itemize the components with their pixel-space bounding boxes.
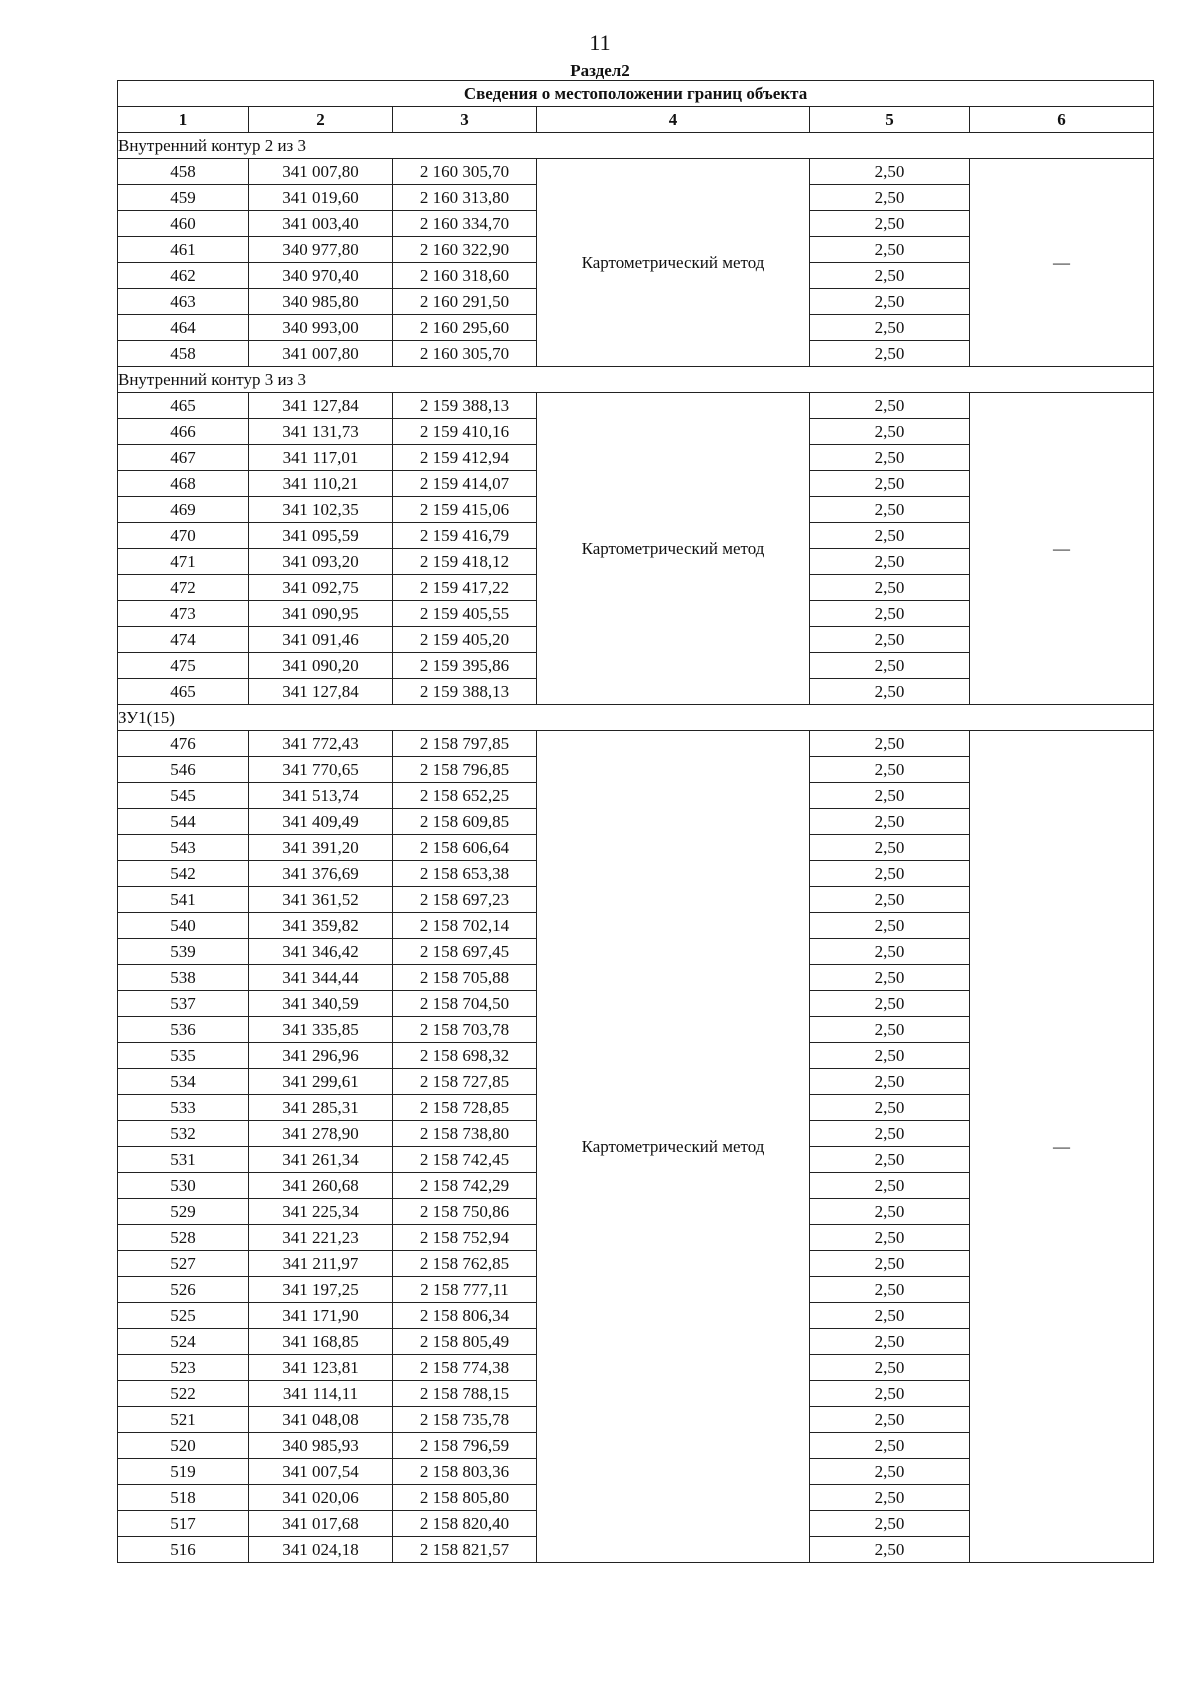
y-coordinate: 2 158 797,85 [393,731,537,757]
accuracy-value: 2,50 [810,1355,970,1381]
y-coordinate: 2 158 805,80 [393,1485,537,1511]
y-coordinate: 2 158 727,85 [393,1069,537,1095]
point-number: 463 [118,289,249,315]
column-6-cell: — [970,393,1154,705]
group-title: Внутренний контур 3 из 3 [118,367,1154,393]
column-header-3: 3 [393,107,537,133]
column-header-5: 5 [810,107,970,133]
column-6-cell: — [970,731,1154,1563]
accuracy-value: 2,50 [810,1277,970,1303]
x-coordinate: 341 278,90 [249,1121,393,1147]
accuracy-value: 2,50 [810,1121,970,1147]
group-title: ЗУ1(15) [118,705,1154,731]
point-number: 466 [118,419,249,445]
y-coordinate: 2 159 405,55 [393,601,537,627]
point-number: 540 [118,913,249,939]
accuracy-value: 2,50 [810,1147,970,1173]
x-coordinate: 341 299,61 [249,1069,393,1095]
point-number: 471 [118,549,249,575]
point-number: 535 [118,1043,249,1069]
accuracy-value: 2,50 [810,497,970,523]
accuracy-value: 2,50 [810,1407,970,1433]
x-coordinate: 341 093,20 [249,549,393,575]
point-number: 522 [118,1381,249,1407]
point-number: 475 [118,653,249,679]
x-coordinate: 340 985,80 [249,289,393,315]
table-body [118,133,1154,1563]
point-number: 473 [118,601,249,627]
accuracy-value: 2,50 [810,263,970,289]
accuracy-value: 2,50 [810,393,970,419]
y-coordinate: 2 158 752,94 [393,1225,537,1251]
column-header-6: 6 [970,107,1154,133]
accuracy-value: 2,50 [810,1251,970,1277]
point-number: 459 [118,185,249,211]
accuracy-value: 2,50 [810,549,970,575]
y-coordinate: 2 159 418,12 [393,549,537,575]
y-coordinate: 2 160 334,70 [393,211,537,237]
point-number: 525 [118,1303,249,1329]
table-header-row [118,107,1154,133]
point-number: 534 [118,1069,249,1095]
accuracy-value: 2,50 [810,1303,970,1329]
y-coordinate: 2 160 305,70 [393,341,537,367]
x-coordinate: 341 090,20 [249,653,393,679]
accuracy-value: 2,50 [810,835,970,861]
x-coordinate: 341 127,84 [249,393,393,419]
point-number: 526 [118,1277,249,1303]
page-number: 11 [589,30,611,55]
accuracy-value: 2,50 [810,289,970,315]
accuracy-value: 2,50 [810,809,970,835]
table-row [118,393,1154,419]
point-number: 530 [118,1173,249,1199]
section-title: Раздел2 [570,61,630,80]
x-coordinate: 341 359,82 [249,913,393,939]
x-coordinate: 340 970,40 [249,263,393,289]
y-coordinate: 2 158 762,85 [393,1251,537,1277]
y-coordinate: 2 158 697,23 [393,887,537,913]
point-number: 518 [118,1485,249,1511]
table-row [118,731,1154,757]
accuracy-value: 2,50 [810,939,970,965]
group-title: Внутренний контур 2 из 3 [118,133,1154,159]
column-header-1: 1 [118,107,249,133]
point-number: 468 [118,471,249,497]
x-coordinate: 341 007,54 [249,1459,393,1485]
point-number: 462 [118,263,249,289]
x-coordinate: 340 977,80 [249,237,393,263]
point-number: 474 [118,627,249,653]
accuracy-value: 2,50 [810,1329,970,1355]
x-coordinate: 341 361,52 [249,887,393,913]
x-coordinate: 341 007,80 [249,341,393,367]
accuracy-value: 2,50 [810,575,970,601]
y-coordinate: 2 158 750,86 [393,1199,537,1225]
x-coordinate: 341 376,69 [249,861,393,887]
y-coordinate: 2 158 821,57 [393,1537,537,1563]
x-coordinate: 341 048,08 [249,1407,393,1433]
point-number: 458 [118,341,249,367]
x-coordinate: 341 020,06 [249,1485,393,1511]
point-number: 528 [118,1225,249,1251]
x-coordinate: 341 123,81 [249,1355,393,1381]
y-coordinate: 2 158 803,36 [393,1459,537,1485]
point-number: 517 [118,1511,249,1537]
column-header-4: 4 [537,107,810,133]
accuracy-value: 2,50 [810,1199,970,1225]
point-number: 461 [118,237,249,263]
accuracy-value: 2,50 [810,237,970,263]
y-coordinate: 2 160 291,50 [393,289,537,315]
y-coordinate: 2 159 417,22 [393,575,537,601]
method-cell: Картометрический метод [537,159,810,367]
x-coordinate: 341 102,35 [249,497,393,523]
point-number: 464 [118,315,249,341]
accuracy-value: 2,50 [810,315,970,341]
y-coordinate: 2 158 653,38 [393,861,537,887]
y-coordinate: 2 160 318,60 [393,263,537,289]
x-coordinate: 341 391,20 [249,835,393,861]
point-number: 521 [118,1407,249,1433]
x-coordinate: 341 197,25 [249,1277,393,1303]
x-coordinate: 341 772,43 [249,731,393,757]
x-coordinate: 341 770,65 [249,757,393,783]
accuracy-value: 2,50 [810,601,970,627]
y-coordinate: 2 158 796,59 [393,1433,537,1459]
x-coordinate: 341 090,95 [249,601,393,627]
method-cell: Картометрический метод [537,731,810,1563]
x-coordinate: 340 993,00 [249,315,393,341]
y-coordinate: 2 158 609,85 [393,809,537,835]
y-coordinate: 2 160 295,60 [393,315,537,341]
y-coordinate: 2 158 728,85 [393,1095,537,1121]
y-coordinate: 2 158 735,78 [393,1407,537,1433]
x-coordinate: 340 985,93 [249,1433,393,1459]
x-coordinate: 341 296,96 [249,1043,393,1069]
x-coordinate: 341 221,23 [249,1225,393,1251]
y-coordinate: 2 159 415,06 [393,497,537,523]
y-coordinate: 2 158 742,45 [393,1147,537,1173]
point-number: 529 [118,1199,249,1225]
accuracy-value: 2,50 [810,965,970,991]
y-coordinate: 2 159 412,94 [393,445,537,471]
accuracy-value: 2,50 [810,1537,970,1563]
y-coordinate: 2 158 698,32 [393,1043,537,1069]
group-header-row [118,133,1154,159]
y-coordinate: 2 158 652,25 [393,783,537,809]
point-number: 465 [118,393,249,419]
point-number: 527 [118,1251,249,1277]
accuracy-value: 2,50 [810,1381,970,1407]
point-number: 545 [118,783,249,809]
y-coordinate: 2 160 313,80 [393,185,537,211]
accuracy-value: 2,50 [810,757,970,783]
point-number: 470 [118,523,249,549]
point-number: 469 [118,497,249,523]
y-coordinate: 2 160 322,90 [393,237,537,263]
point-number: 546 [118,757,249,783]
x-coordinate: 341 091,46 [249,627,393,653]
y-coordinate: 2 159 414,07 [393,471,537,497]
point-number: 519 [118,1459,249,1485]
accuracy-value: 2,50 [810,1043,970,1069]
accuracy-value: 2,50 [810,1225,970,1251]
point-number: 458 [118,159,249,185]
accuracy-value: 2,50 [810,731,970,757]
accuracy-value: 2,50 [810,1069,970,1095]
x-coordinate: 341 260,68 [249,1173,393,1199]
group-header-row [118,367,1154,393]
column-6-cell: — [970,159,1154,367]
point-number: 467 [118,445,249,471]
x-coordinate: 341 024,18 [249,1537,393,1563]
accuracy-value: 2,50 [810,783,970,809]
accuracy-value: 2,50 [810,523,970,549]
x-coordinate: 341 261,34 [249,1147,393,1173]
x-coordinate: 341 092,75 [249,575,393,601]
accuracy-value: 2,50 [810,1017,970,1043]
y-coordinate: 2 158 788,15 [393,1381,537,1407]
x-coordinate: 341 131,73 [249,419,393,445]
y-coordinate: 2 158 704,50 [393,991,537,1017]
y-coordinate: 2 160 305,70 [393,159,537,185]
accuracy-value: 2,50 [810,627,970,653]
x-coordinate: 341 340,59 [249,991,393,1017]
point-number: 531 [118,1147,249,1173]
accuracy-value: 2,50 [810,653,970,679]
y-coordinate: 2 159 395,86 [393,653,537,679]
x-coordinate: 341 513,74 [249,783,393,809]
point-number: 524 [118,1329,249,1355]
y-coordinate: 2 158 606,64 [393,835,537,861]
x-coordinate: 341 168,85 [249,1329,393,1355]
y-coordinate: 2 158 805,49 [393,1329,537,1355]
point-number: 533 [118,1095,249,1121]
y-coordinate: 2 158 705,88 [393,965,537,991]
x-coordinate: 341 335,85 [249,1017,393,1043]
x-coordinate: 341 095,59 [249,523,393,549]
x-coordinate: 341 110,21 [249,471,393,497]
point-number: 516 [118,1537,249,1563]
point-number: 465 [118,679,249,705]
accuracy-value: 2,50 [810,471,970,497]
table-row [118,159,1154,185]
accuracy-value: 2,50 [810,913,970,939]
accuracy-value: 2,50 [810,1173,970,1199]
y-coordinate: 2 158 806,34 [393,1303,537,1329]
point-number: 537 [118,991,249,1017]
y-coordinate: 2 159 405,20 [393,627,537,653]
accuracy-value: 2,50 [810,159,970,185]
point-number: 520 [118,1433,249,1459]
x-coordinate: 341 211,97 [249,1251,393,1277]
point-number: 472 [118,575,249,601]
point-number: 536 [118,1017,249,1043]
accuracy-value: 2,50 [810,679,970,705]
y-coordinate: 2 159 388,13 [393,679,537,705]
x-coordinate: 341 344,44 [249,965,393,991]
accuracy-value: 2,50 [810,341,970,367]
accuracy-value: 2,50 [810,887,970,913]
boundary-table [117,80,1154,1563]
x-coordinate: 341 117,01 [249,445,393,471]
accuracy-value: 2,50 [810,991,970,1017]
x-coordinate: 341 003,40 [249,211,393,237]
y-coordinate: 2 158 796,85 [393,757,537,783]
y-coordinate: 2 158 742,29 [393,1173,537,1199]
accuracy-value: 2,50 [810,861,970,887]
accuracy-value: 2,50 [810,445,970,471]
y-coordinate: 2 159 416,79 [393,523,537,549]
point-number: 538 [118,965,249,991]
accuracy-value: 2,50 [810,419,970,445]
method-cell: Картометрический метод [537,393,810,705]
point-number: 543 [118,835,249,861]
accuracy-value: 2,50 [810,1433,970,1459]
accuracy-value: 2,50 [810,185,970,211]
point-number: 542 [118,861,249,887]
point-number: 541 [118,887,249,913]
column-header-2: 2 [249,107,393,133]
x-coordinate: 341 346,42 [249,939,393,965]
point-number: 476 [118,731,249,757]
y-coordinate: 2 158 697,45 [393,939,537,965]
x-coordinate: 341 409,49 [249,809,393,835]
x-coordinate: 341 019,60 [249,185,393,211]
point-number: 544 [118,809,249,835]
y-coordinate: 2 158 703,78 [393,1017,537,1043]
accuracy-value: 2,50 [810,1485,970,1511]
point-number: 539 [118,939,249,965]
accuracy-value: 2,50 [810,211,970,237]
x-coordinate: 341 007,80 [249,159,393,185]
y-coordinate: 2 158 774,38 [393,1355,537,1381]
y-coordinate: 2 158 777,11 [393,1277,537,1303]
x-coordinate: 341 127,84 [249,679,393,705]
point-number: 523 [118,1355,249,1381]
accuracy-value: 2,50 [810,1095,970,1121]
point-number: 460 [118,211,249,237]
y-coordinate: 2 158 738,80 [393,1121,537,1147]
table-caption: Сведения о местоположении границ объекта [118,81,1154,107]
group-header-row [118,705,1154,731]
accuracy-value: 2,50 [810,1459,970,1485]
x-coordinate: 341 114,11 [249,1381,393,1407]
y-coordinate: 2 158 820,40 [393,1511,537,1537]
point-number: 532 [118,1121,249,1147]
y-coordinate: 2 159 410,16 [393,419,537,445]
x-coordinate: 341 285,31 [249,1095,393,1121]
y-coordinate: 2 158 702,14 [393,913,537,939]
x-coordinate: 341 171,90 [249,1303,393,1329]
x-coordinate: 341 017,68 [249,1511,393,1537]
table-caption-row [118,81,1154,107]
y-coordinate: 2 159 388,13 [393,393,537,419]
x-coordinate: 341 225,34 [249,1199,393,1225]
accuracy-value: 2,50 [810,1511,970,1537]
